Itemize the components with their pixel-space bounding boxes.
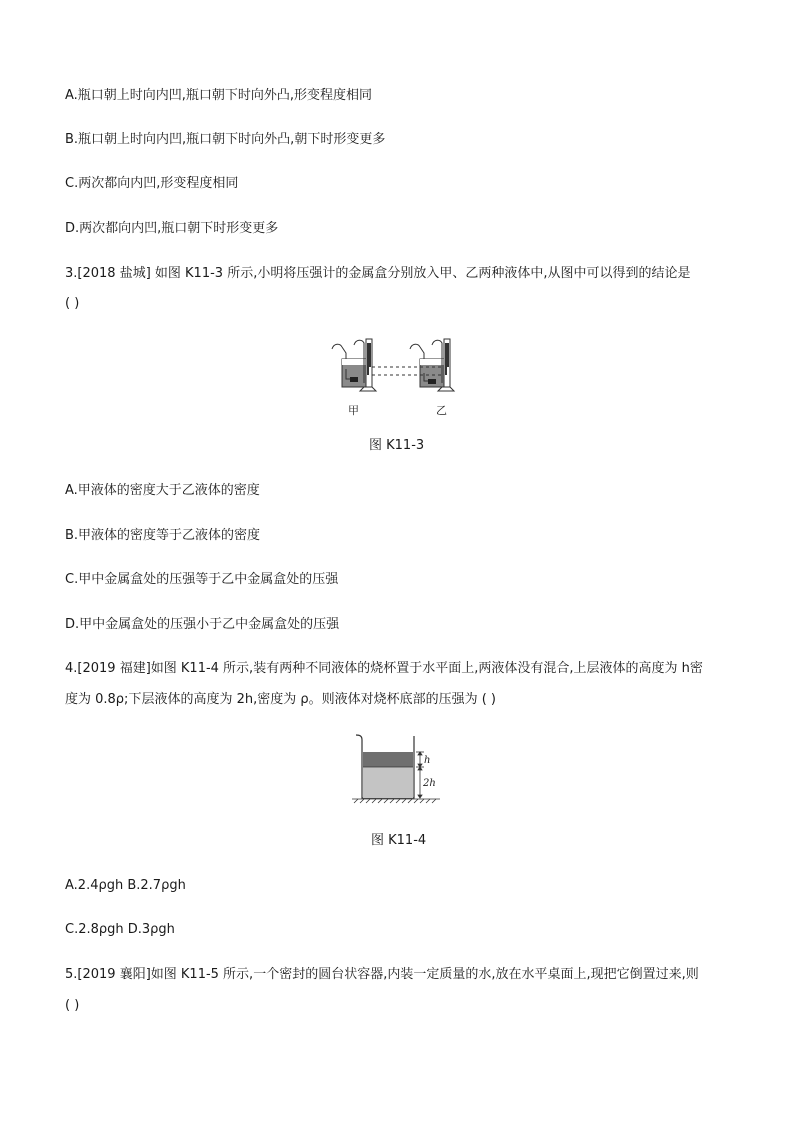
q4-stem-line1: 4.[2019 福建]如图 K11-4 所示,装有两种不同液体的烧杯置于水平面上,两液体没有混合,上层液体的高度为 h密 — [65, 661, 703, 676]
q5-stem-line2: ( ) — [65, 998, 80, 1013]
figure-k11-4 — [350, 732, 450, 804]
q2-option-a: A.瓶口朝上时向内凹,瓶口朝下时向外凸,形变程度相同 — [65, 88, 373, 103]
q3-option-a: A.甲液体的密度大于乙液体的密度 — [65, 483, 260, 498]
q4-options-ab: A.2.4ρgh B.2.7ρgh — [65, 878, 186, 893]
q2-option-d: D.两次都向内凹,瓶口朝下时形变更多 — [65, 221, 279, 236]
figure-k11-3 — [326, 335, 466, 421]
q5-stem-line1: 5.[2019 襄阳]如图 K11-5 所示,一个密封的圆台状容器,内装一定质量的水,放在水平桌面上,现把它倒置过来,则 — [65, 967, 699, 982]
label-2h: 2h — [423, 778, 436, 789]
q2-option-b: B.瓶口朝上时向内凹,瓶口朝下时向外凸,朝下时形变更多 — [65, 132, 386, 147]
q3-stem-line2: ( ) — [65, 296, 80, 311]
height-dimension-markers — [416, 752, 424, 798]
figure-caption-k11-4: 图 K11-4 — [371, 833, 427, 848]
figure-caption-k11-3: 图 K11-3 — [369, 438, 425, 453]
q3-stem-line1: 3.[2018 盐城] 如图 K11-3 所示,小明将压强计的金属盒分别放入甲、乙两种液体中,从图中可以得到的结论是 — [65, 266, 691, 281]
q3-option-c: C.甲中金属盒处的压强等于乙中金属盒处的压强 — [65, 572, 339, 587]
lower-liquid-layer — [363, 767, 413, 798]
label-h: h — [424, 755, 431, 766]
upper-liquid-layer — [363, 752, 413, 767]
q2-option-c: C.两次都向内凹,形变程度相同 — [65, 176, 239, 191]
q4-stem-line2: 度为 0.8ρ;下层液体的高度为 2h,密度为 ρ。则液体对烧杯底部的压强为 ( ) — [65, 692, 497, 707]
figure-label-yi: 乙 — [436, 404, 447, 417]
q4-options-cd: C.2.8ρgh D.3ρgh — [65, 922, 175, 937]
ground-surface — [352, 799, 440, 803]
figure-label-jia: 甲 — [348, 404, 359, 417]
q3-option-d: D.甲中金属盒处的压强小于乙中金属盒处的压强 — [65, 617, 340, 632]
q3-option-b: B.甲液体的密度等于乙液体的密度 — [65, 528, 261, 543]
pressure-gauge-right — [410, 339, 454, 391]
pressure-gauge-left — [332, 339, 376, 391]
